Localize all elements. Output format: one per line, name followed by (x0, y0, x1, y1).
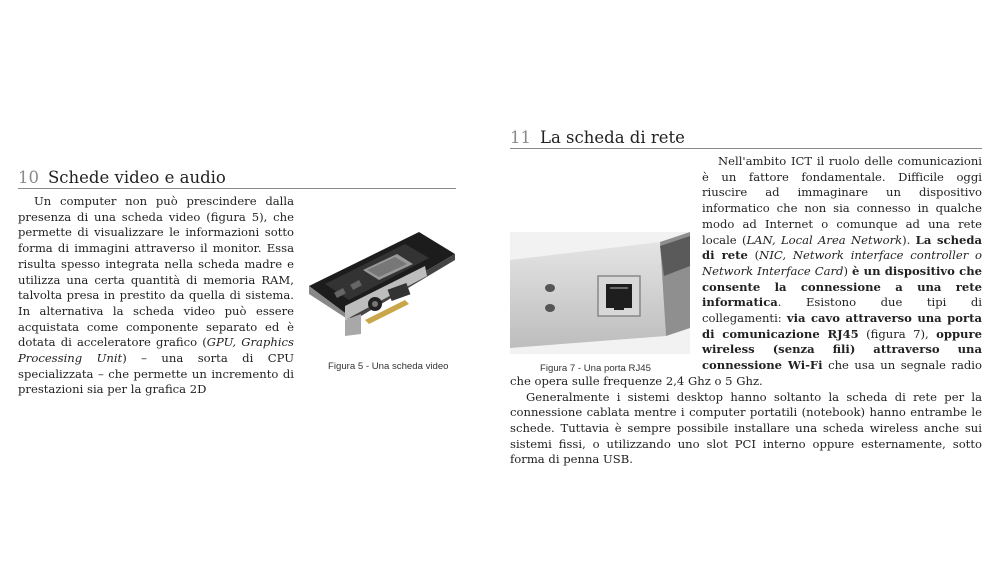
figure-7-caption: Figura 7 - Una porta RJ45 (540, 363, 651, 374)
paragraph: Un computer non può prescindere dalla presenza di una scheda video (figura 5), che permette di visualizzare le informazioni sotto forma di immagini attraverso il monitor. Essa risulta spesso integrata nella scheda madre e utilizza una certa quantità di memoria RAM, talvolta presa in prestito da quella di sistema. In alternativa la scheda video può essere acquistata come componente separato ed è dotata di acceleratore grafico (GPU, Graphics Processing Unit) – una sorta di CPU specializzata – che permette un incremento di prestazioni sia per la grafica 2D (18, 194, 456, 398)
section-number: 10 (18, 168, 39, 187)
video-card-image (305, 224, 457, 344)
paragraph: Generalmente i sistemi desktop hanno soltanto la scheda di rete per la connessione cablata mentre i computer portatili (notebook) hanno entrambe le schede. Tuttavia è sempre possibile installare una scheda wireless anche sui sistemi fissi, o utilizzando uno slot PCI interno oppure esternamente, sotto forma di penna USB. (510, 389, 982, 467)
section-title: La scheda di rete (540, 128, 685, 147)
section-number: 11 (510, 128, 531, 147)
rj45-port-image (510, 232, 690, 354)
section-heading-11 (510, 128, 982, 149)
paragraph: Nell'ambito ICT il ruolo delle comunicazioni è un fattore fondamentale. Difficile oggi riuscire ad immaginare un dispositivo informatico che non sia connesso in qualche modo ad Internet o comunque ad una rete locale (LAN, Local Area Network). La scheda di rete (NIC, Network interface controller o Network Interface Card) è un dispositivo che consente la connessione a una rete informatica. Esistono due tipi di collegamenti: via cavo attraverso una porta di comunicazione RJ45 (figura 7), oppure wireless (senza fili) attraverso una connessione Wi-Fi che usa un segnale radio che opera sulle frequenze 2,4 Ghz o 5 Ghz. (510, 154, 983, 388)
section-title: Schede video e audio (48, 168, 226, 187)
figure-5-caption: Figura 5 - Una scheda video (328, 361, 449, 372)
section-heading-10 (18, 168, 456, 189)
